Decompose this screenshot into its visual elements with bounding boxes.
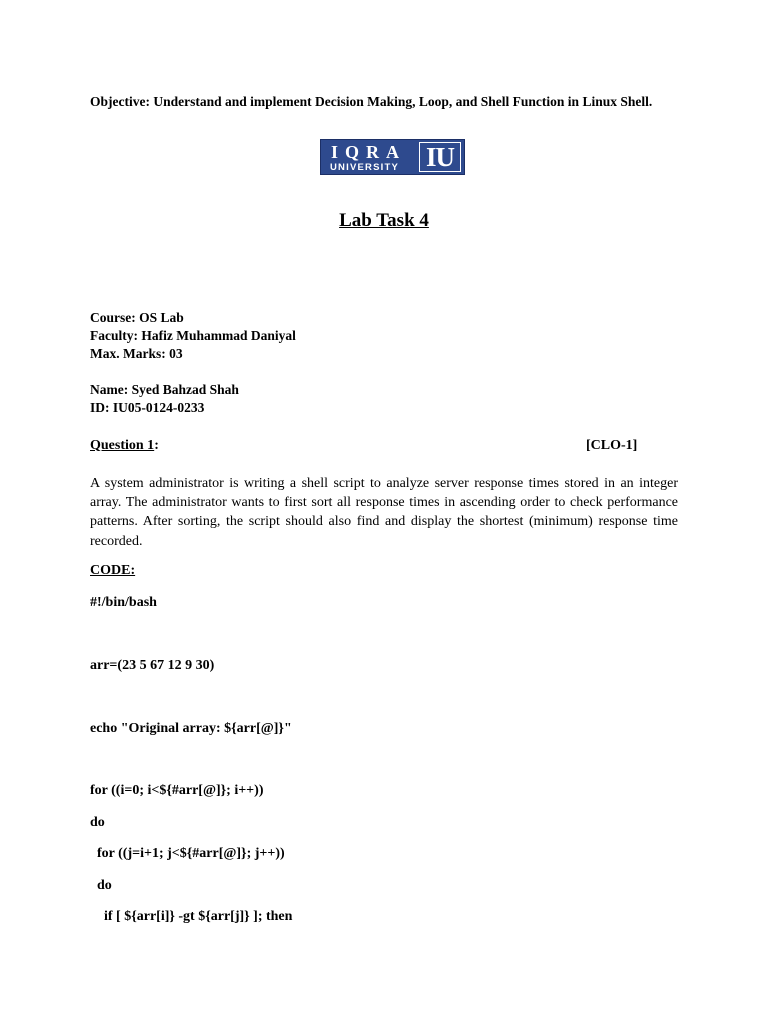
page-title: Lab Task 4 [339,210,429,231]
code-line: do [90,815,105,830]
objective-text: Understand and implement Decision Making, Loop, and Shell Function in Linux Shell. [149,94,653,109]
code-line: if [ ${arr[i]} -gt ${arr[j]} ]; then [90,909,293,924]
question-label: Question 1 [90,438,155,453]
objective-label: Objective: [90,94,150,109]
logo-subtitle: UNIVERSITY [330,162,400,173]
code-line: do [90,878,112,893]
marks-line: Max. Marks: 03 [90,346,183,361]
code-line: #!/bin/bash [90,595,157,610]
code-line: for ((i=0; i<${#arr[@]}; i++)) [90,783,264,798]
code-line: echo "Original array: ${arr[@]}" [90,721,292,736]
objective-line [90,94,652,110]
faculty-line: Faculty: Hafiz Muhammad Daniyal [90,328,296,343]
code-heading: CODE: [90,563,136,578]
clo-tag: [CLO-1] [586,438,638,453]
code-line: for ((j=i+1; j<${#arr[@]}; j++)) [90,846,285,861]
student-id: ID: IU05-0124-0233 [90,400,205,415]
code-line: arr=(23 5 67 12 9 30) [90,658,215,673]
university-logo [320,139,465,175]
course-line: Course: OS Lab [90,310,184,325]
question-text: A system administrator is writing a shell script to analyze server response times stored in an integer array. The administrator wants to first sort all response times in ascending order to check performance patterns. After sorting, the script should also find and display the shortest (minimum) response time recorded. [90,476,678,549]
student-name: Name: Syed Bahzad Shah [90,382,239,397]
question-heading [90,438,159,454]
question-colon: : [154,438,159,453]
logo-mark: IU [419,142,461,172]
logo-word: IQRA [331,142,407,162]
